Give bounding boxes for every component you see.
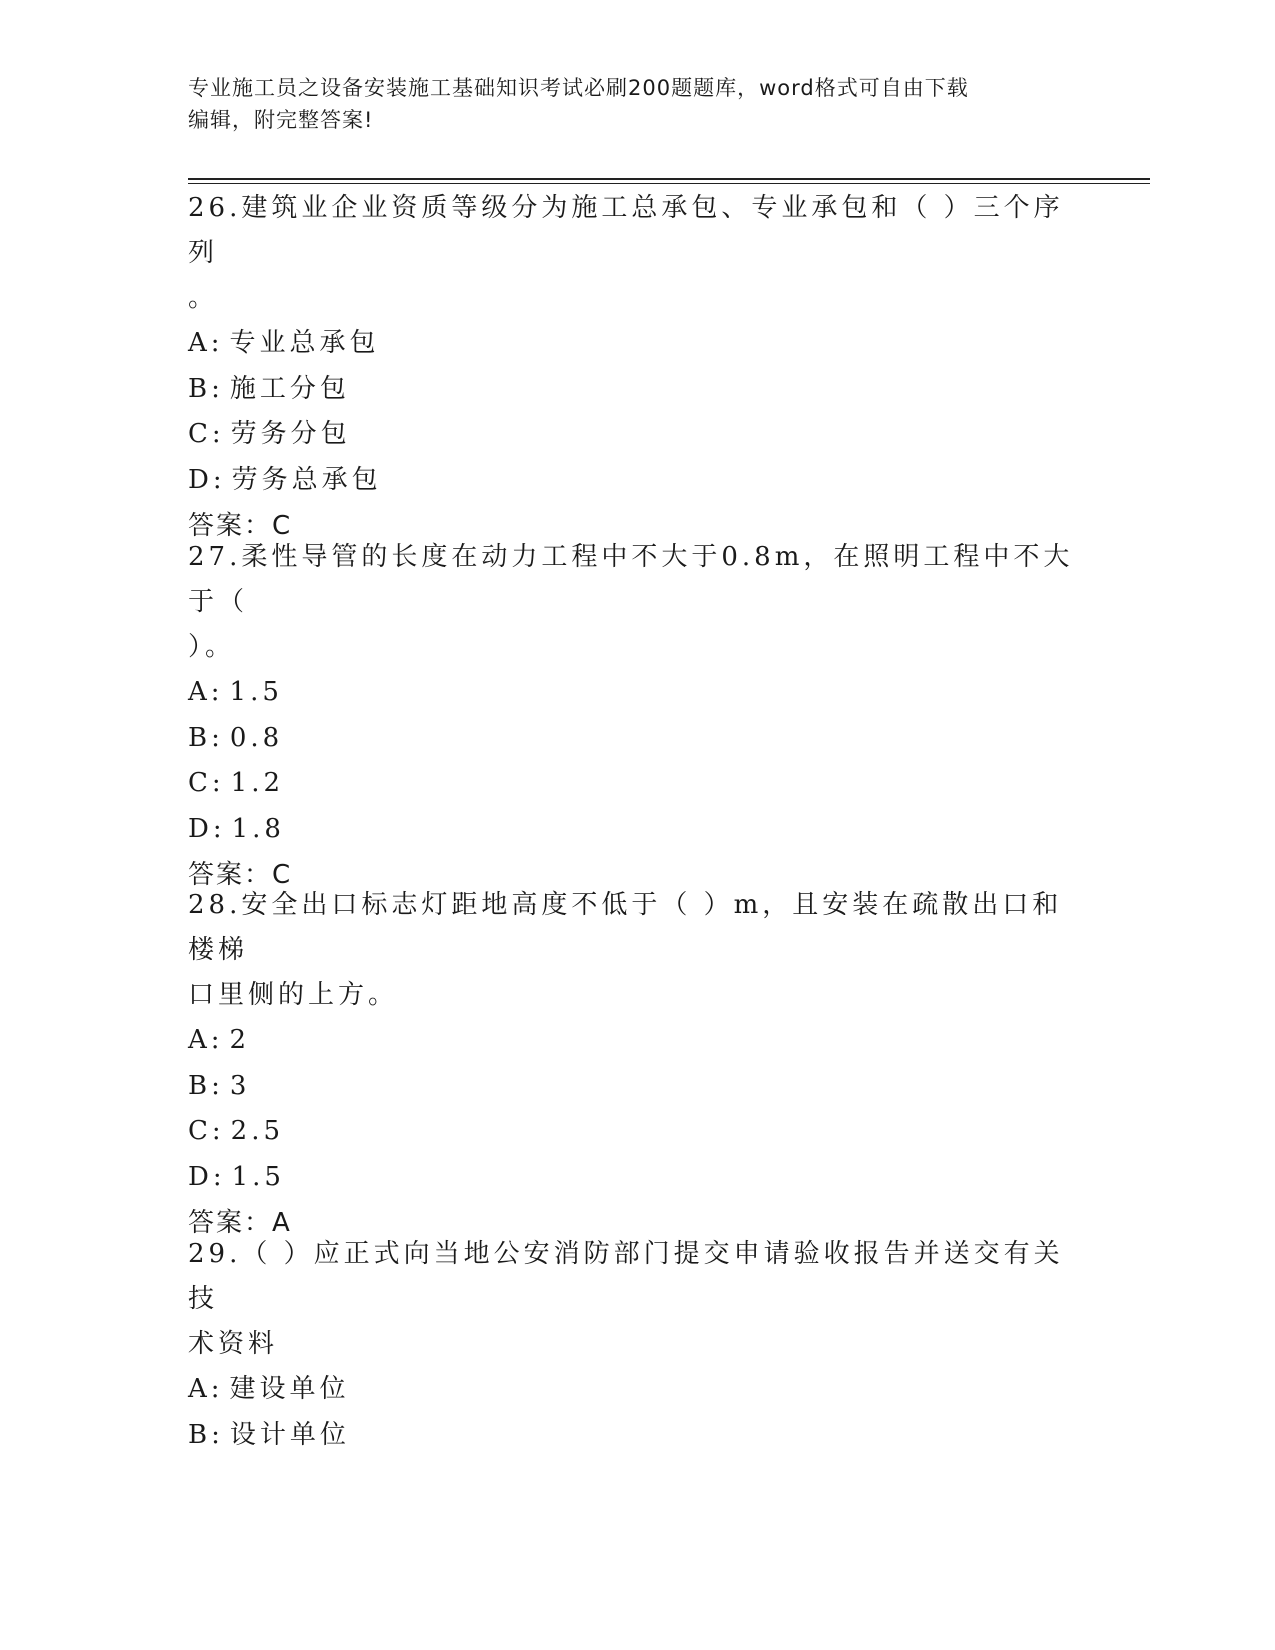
option-b — [188, 367, 1088, 413]
option-letter: A: — [188, 328, 224, 358]
question-29 — [188, 1232, 1088, 1458]
question-27 — [188, 535, 1088, 898]
header-title-line-2: 编辑，附完整答案! — [188, 108, 374, 132]
header-title-line-1: 专业施工员之设备安装施工基础知识考试必刷200题题库，word格式可自由下载 — [188, 76, 969, 100]
option-a — [188, 1018, 1088, 1064]
option-b — [188, 1064, 1088, 1110]
answer-value: C — [272, 511, 293, 541]
option-b — [188, 1413, 1088, 1459]
answer-label: 答案： — [188, 1208, 273, 1238]
option-text: 建设单位 — [229, 1374, 350, 1404]
header-divider-thick — [188, 178, 1150, 180]
option-text: 劳务分包 — [230, 419, 351, 449]
option-text: 1.5 — [231, 1161, 285, 1192]
option-text: 1.2 — [230, 768, 285, 798]
question-text-line-1: 28.安全出口标志灯距地高度不低于（ ）m，且安装在疏散出口和楼梯 — [188, 890, 1063, 965]
option-d — [188, 458, 1088, 504]
question-28 — [188, 883, 1088, 1246]
option-letter: A: — [188, 1025, 224, 1055]
question-text-line-2: 。 — [188, 283, 219, 313]
option-letter: D: — [188, 813, 226, 844]
option-letter: C: — [188, 419, 225, 449]
option-a — [188, 1367, 1088, 1413]
option-letter: B: — [188, 373, 224, 404]
option-c — [188, 412, 1088, 458]
document-header — [188, 72, 1088, 136]
question-text-line-2: 口里侧的上方。 — [188, 980, 399, 1010]
option-text: 1.5 — [229, 677, 283, 707]
option-letter: B: — [188, 722, 224, 753]
answer-value: A — [272, 1208, 292, 1238]
option-letter: D: — [188, 1161, 226, 1192]
option-letter: B: — [188, 1070, 224, 1101]
answer-value: C — [272, 860, 293, 890]
option-letter: C: — [188, 768, 225, 798]
option-c — [188, 1109, 1088, 1155]
option-text: 1.8 — [231, 813, 285, 844]
question-26 — [188, 186, 1088, 549]
question-text-line-2: ）。 — [188, 632, 236, 662]
option-b — [188, 716, 1088, 762]
option-d — [188, 1155, 1088, 1201]
question-text-line-1: 26.建筑业企业资质等级分为施工总承包、专业承包和（ ）三个序列 — [188, 193, 1064, 268]
option-c — [188, 761, 1088, 807]
option-text: 2.5 — [230, 1116, 285, 1146]
option-letter: C: — [188, 1116, 225, 1146]
option-text: 专业总承包 — [229, 328, 380, 358]
option-text: 0.8 — [229, 722, 284, 753]
option-d — [188, 807, 1088, 853]
option-letter: B: — [188, 1419, 224, 1450]
header-divider-thin — [188, 183, 1150, 184]
option-text: 2 — [229, 1025, 251, 1055]
option-a — [188, 321, 1088, 367]
option-text: 3 — [229, 1070, 251, 1101]
question-text-line-1: 27.柔性导管的长度在动力工程中不大于0.8m，在照明工程中不大于（ — [188, 542, 1074, 617]
question-text-line-1: 29.（ ）应正式向当地公安消防部门提交申请验收报告并送交有关技 — [188, 1239, 1064, 1314]
option-text: 施工分包 — [229, 373, 350, 404]
option-text: 劳务总承包 — [231, 464, 382, 495]
option-letter: A: — [188, 677, 224, 707]
answer-label: 答案： — [188, 860, 273, 890]
option-letter: D: — [188, 464, 226, 495]
option-text: 设计单位 — [229, 1419, 350, 1450]
option-letter: A: — [188, 1374, 224, 1404]
answer-label: 答案： — [188, 511, 273, 541]
option-a — [188, 670, 1088, 716]
question-text-line-2: 术资料 — [188, 1329, 279, 1359]
